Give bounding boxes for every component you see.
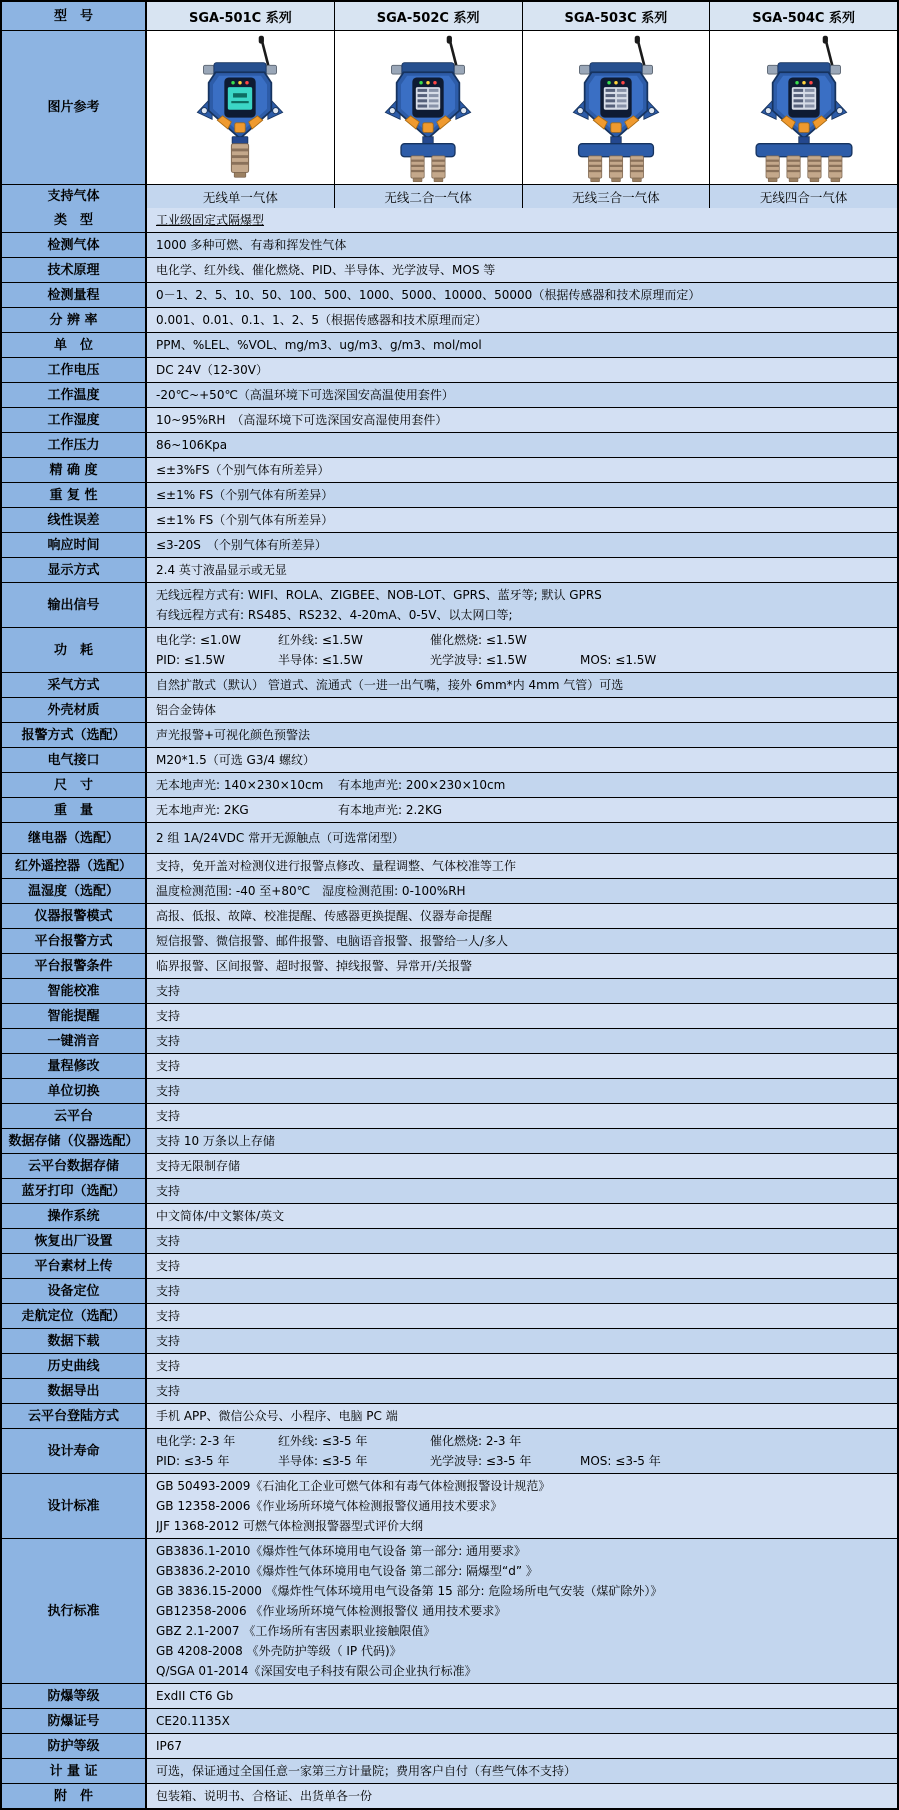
image-row bbox=[2, 30, 897, 184]
spec-row-label: 工作压力 bbox=[2, 433, 147, 457]
spec-row-value bbox=[147, 1539, 897, 1683]
spec-row bbox=[2, 978, 897, 1003]
spec-row bbox=[2, 797, 897, 822]
spec-value-line: GB12358-2006 《作业场所环境气体检测报警仪 通用技术要求》 bbox=[156, 1603, 507, 1618]
spec-row-label: 设备定位 bbox=[2, 1279, 147, 1303]
spec-row-label: 设计标准 bbox=[2, 1474, 147, 1538]
spec-row bbox=[2, 1683, 897, 1708]
spec-row-label: 平台报警方式 bbox=[2, 929, 147, 953]
spec-row-label: 工作电压 bbox=[2, 358, 147, 382]
spec-value-line: 支持 bbox=[156, 983, 181, 998]
spec-row bbox=[2, 1403, 897, 1428]
spec-row-label: 执行标准 bbox=[2, 1539, 147, 1683]
spec-row bbox=[2, 672, 897, 697]
spec-value-line: Q/SGA 01-2014《深国安电子科技有限公司企业执行标准》 bbox=[156, 1663, 477, 1678]
spec-row-value bbox=[147, 1429, 897, 1473]
spec-row bbox=[2, 1153, 897, 1178]
spec-row-value bbox=[147, 1004, 897, 1028]
model-header-3: SGA-503C 系列 bbox=[523, 2, 711, 30]
spec-row bbox=[2, 482, 897, 507]
spec-row-label: 继电器（选配） bbox=[2, 823, 147, 853]
spec-row bbox=[2, 1708, 897, 1733]
spec-row bbox=[2, 257, 897, 282]
spec-value-segment: 光学波导: ≤1.5W bbox=[430, 652, 527, 667]
spec-row bbox=[2, 878, 897, 903]
spec-value-line: 支持 bbox=[156, 1108, 181, 1123]
spec-row-label: 设计寿命 bbox=[2, 1429, 147, 1473]
spec-row-label: 数据存储（仪器选配） bbox=[2, 1129, 147, 1153]
spec-row bbox=[2, 1128, 897, 1153]
spec-row bbox=[2, 457, 897, 482]
spec-row-label: 尺 寸 bbox=[2, 773, 147, 797]
spec-row-label: 防爆证号 bbox=[2, 1709, 147, 1733]
spec-value-segment: 电化学: 2-3 年 bbox=[156, 1433, 236, 1448]
product-image-sga-501c bbox=[147, 31, 335, 184]
spec-value-line: 手机 APP、微信公众号、小程序、电脑 PC 端 bbox=[156, 1408, 398, 1423]
spec-row-label: 恢复出厂设置 bbox=[2, 1229, 147, 1253]
spec-row-value bbox=[147, 954, 897, 978]
spec-value-line bbox=[156, 800, 888, 820]
spec-row-value bbox=[147, 1474, 897, 1538]
spec-value-line: GB 50493-2009《石油化工企业可燃气体和有毒气体检测报警设计规范》 bbox=[156, 1478, 551, 1493]
spec-row-label: 数据下载 bbox=[2, 1329, 147, 1353]
spec-row-value bbox=[147, 408, 897, 432]
spec-value-line: ≤3-20S （个别气体有所差异） bbox=[156, 537, 327, 552]
spec-row-label: 重 量 bbox=[2, 798, 147, 822]
product-image-sga-504c bbox=[710, 31, 897, 184]
spec-row-value bbox=[147, 258, 897, 282]
spec-value-line: 支持，免开盖对检测仪进行报警点修改、量程调整、气体校准等工作 bbox=[156, 858, 517, 873]
spec-row-label: 单位切换 bbox=[2, 1079, 147, 1103]
spec-row bbox=[2, 1733, 897, 1758]
spec-row bbox=[2, 1428, 897, 1473]
spec-row bbox=[2, 532, 897, 557]
spec-row-label: 操作系统 bbox=[2, 1204, 147, 1228]
spec-rows-container bbox=[2, 208, 897, 1808]
spec-row-value bbox=[147, 1079, 897, 1103]
spec-value-line: ≤±1% FS（个别气体有所差异） bbox=[156, 487, 334, 502]
model-header-cells bbox=[147, 2, 897, 30]
spec-row-label: 防爆等级 bbox=[2, 1684, 147, 1708]
spec-value-line bbox=[156, 1431, 888, 1451]
spec-row-value bbox=[147, 698, 897, 722]
spec-row-label: 工作湿度 bbox=[2, 408, 147, 432]
spec-value-line bbox=[156, 630, 888, 650]
spec-row-value bbox=[147, 333, 897, 357]
spec-row-value bbox=[147, 458, 897, 482]
spec-value-segment: 有本地声光: 2.2KG bbox=[338, 802, 443, 817]
spec-row-value bbox=[147, 283, 897, 307]
spec-row-value bbox=[147, 1784, 897, 1808]
spec-row-label: 电气接口 bbox=[2, 748, 147, 772]
spec-row-value bbox=[147, 929, 897, 953]
spec-row-label: 类 型 bbox=[2, 208, 147, 232]
spec-row bbox=[2, 1328, 897, 1353]
spec-value-segment: 半导体: ≤1.5W bbox=[278, 652, 363, 667]
spec-value-line: 短信报警、微信报警、邮件报警、电脑语音报警、报警给一人/多人 bbox=[156, 933, 509, 948]
spec-value-segment: 半导体: ≤3-5 年 bbox=[278, 1453, 368, 1468]
gas-row-label: 支持气体 bbox=[2, 185, 147, 208]
spec-row bbox=[2, 1353, 897, 1378]
spec-value-line: 支持 bbox=[156, 1233, 181, 1248]
spec-row-label: 功 耗 bbox=[2, 628, 147, 672]
spec-value-segment: 有本地声光: 200×230×10cm bbox=[338, 777, 506, 792]
spec-row bbox=[2, 357, 897, 382]
spec-row bbox=[2, 1303, 897, 1328]
model-header-1: SGA-501C 系列 bbox=[147, 2, 335, 30]
spec-row bbox=[2, 853, 897, 878]
spec-row-label: 平台报警条件 bbox=[2, 954, 147, 978]
spec-value-line: 0－1、2、5、10、50、100、500、1000、5000、10000、50000（根据传感器和技术原理而定） bbox=[156, 287, 701, 302]
spec-row-value bbox=[147, 533, 897, 557]
spec-row-value bbox=[147, 1154, 897, 1178]
spec-value-line: 可选，保证通过全国任意一家第三方计量院；费用客户自付（有些气体不支持） bbox=[156, 1763, 577, 1778]
spec-value-segment: 光学波导: ≤3-5 年 bbox=[430, 1453, 532, 1468]
spec-row-value bbox=[147, 1054, 897, 1078]
spec-value-line: 2 组 1A/24VDC 常开无源触点（可选常闭型） bbox=[156, 830, 405, 845]
spec-value-line: GB 4208-2008 《外壳防护等级（ IP 代码)》 bbox=[156, 1643, 402, 1658]
spec-row-label: 计 量 证 bbox=[2, 1759, 147, 1783]
spec-row-label: 响应时间 bbox=[2, 533, 147, 557]
spec-row-value bbox=[147, 1279, 897, 1303]
spec-row bbox=[2, 432, 897, 457]
spec-value-line: 支持 bbox=[156, 1283, 181, 1298]
spec-row-value bbox=[147, 1104, 897, 1128]
spec-value-segment: 催化燃烧: ≤1.5W bbox=[430, 632, 527, 647]
gas-support-4: 无线四合一气体 bbox=[710, 185, 897, 208]
spec-value-line: 支持 10 万条以上存储 bbox=[156, 1133, 275, 1148]
gas-row bbox=[2, 184, 897, 208]
spec-row-value bbox=[147, 979, 897, 1003]
spec-value-segment: 催化燃烧: 2-3 年 bbox=[430, 1433, 522, 1448]
spec-row-value bbox=[147, 1179, 897, 1203]
spec-row-label: 历史曲线 bbox=[2, 1354, 147, 1378]
product-image-cells bbox=[147, 31, 897, 184]
spec-row-label: 平台素材上传 bbox=[2, 1254, 147, 1278]
spec-value-line: 2.4 英寸液晶显示或无显 bbox=[156, 562, 287, 577]
spec-row-label: 云平台 bbox=[2, 1104, 147, 1128]
spec-value-line: 声光报警+可视化颜色预警法 bbox=[156, 727, 311, 742]
spec-row-label: 仪器报警模式 bbox=[2, 904, 147, 928]
spec-row-label: 红外遥控器（选配） bbox=[2, 854, 147, 878]
spec-row bbox=[2, 1473, 897, 1538]
spec-row-label: 走航定位（选配） bbox=[2, 1304, 147, 1328]
spec-row bbox=[2, 1783, 897, 1808]
spec-value-line: IP67 bbox=[156, 1738, 183, 1753]
spec-row-value bbox=[147, 723, 897, 747]
spec-value-line: 10~95%RH （高湿环境下可选深国安高湿使用套件） bbox=[156, 412, 448, 427]
spec-row-label: 数据导出 bbox=[2, 1379, 147, 1403]
gas-support-2: 无线二合一气体 bbox=[335, 185, 523, 208]
spec-value-line: DC 24V（12-30V） bbox=[156, 362, 268, 377]
spec-row-label: 一键消音 bbox=[2, 1029, 147, 1053]
spec-row-value bbox=[147, 558, 897, 582]
spec-row-value bbox=[147, 823, 897, 853]
spec-value-line: GB 12358-2006《作业场所环境气体检测报警仪通用技术要求》 bbox=[156, 1498, 503, 1513]
spec-row-label: 输出信号 bbox=[2, 583, 147, 627]
spec-row-value bbox=[147, 673, 897, 697]
spec-row-label: 检测气体 bbox=[2, 233, 147, 257]
spec-value-line: 中文简体/中文繁体/英文 bbox=[156, 1208, 285, 1223]
spec-value-line: 支持 bbox=[156, 1308, 181, 1323]
spec-value-line: 工业级固定式隔爆型 bbox=[156, 212, 265, 227]
spec-row-value bbox=[147, 1734, 897, 1758]
spec-row bbox=[2, 332, 897, 357]
spec-row-value bbox=[147, 798, 897, 822]
spec-row bbox=[2, 1178, 897, 1203]
spec-row bbox=[2, 507, 897, 532]
spec-row-value bbox=[147, 383, 897, 407]
gas-support-1: 无线单一气体 bbox=[147, 185, 335, 208]
product-image-sga-502c bbox=[335, 31, 523, 184]
spec-value-line: 0.001、0.01、0.1、1、2、5（根据传感器和技术原理而定） bbox=[156, 312, 488, 327]
spec-row-value bbox=[147, 508, 897, 532]
spec-row-label: 技术原理 bbox=[2, 258, 147, 282]
spec-row-value bbox=[147, 1404, 897, 1428]
spec-row-value bbox=[147, 748, 897, 772]
spec-value-segment: PID: ≤1.5W bbox=[156, 652, 225, 667]
spec-value-line: 支持无限制存储 bbox=[156, 1158, 241, 1173]
spec-row bbox=[2, 582, 897, 627]
spec-value-line: 支持 bbox=[156, 1083, 181, 1098]
spec-row bbox=[2, 903, 897, 928]
spec-row-value bbox=[147, 1354, 897, 1378]
spec-row-value bbox=[147, 1204, 897, 1228]
spec-row-value bbox=[147, 233, 897, 257]
spec-row-value bbox=[147, 308, 897, 332]
spec-value-line: 支持 bbox=[156, 1183, 181, 1198]
spec-row-label: 单 位 bbox=[2, 333, 147, 357]
spec-row-label: 温湿度（选配） bbox=[2, 879, 147, 903]
spec-value-line: ≤±3%FS（个别气体有所差异） bbox=[156, 462, 330, 477]
gas-support-3: 无线三合一气体 bbox=[523, 185, 711, 208]
spec-row-label: 防护等级 bbox=[2, 1734, 147, 1758]
spec-row bbox=[2, 1203, 897, 1228]
spec-value-line: GBZ 2.1-2007 《工作场所有害因素职业接触限值》 bbox=[156, 1623, 436, 1638]
spec-value-line: 支持 bbox=[156, 1333, 181, 1348]
spec-row-label: 附 件 bbox=[2, 1784, 147, 1808]
spec-row-label: 线性误差 bbox=[2, 508, 147, 532]
spec-row bbox=[2, 557, 897, 582]
spec-row-value bbox=[147, 1254, 897, 1278]
spec-value-line: 电化学、红外线、催化燃烧、PID、半导体、光学波导、MOS 等 bbox=[156, 262, 496, 277]
spec-row-label: 分 辨 率 bbox=[2, 308, 147, 332]
spec-value-segment: 无本地声光: 140×230×10cm bbox=[156, 777, 324, 792]
spec-value-segment: 无本地声光: 2KG bbox=[156, 802, 249, 817]
spec-row-value bbox=[147, 904, 897, 928]
spec-row-label: 外壳材质 bbox=[2, 698, 147, 722]
spec-row-value bbox=[147, 1029, 897, 1053]
spec-row-value bbox=[147, 583, 897, 627]
spec-value-line bbox=[156, 650, 888, 670]
spec-row-label: 智能校准 bbox=[2, 979, 147, 1003]
spec-row-label: 重 复 性 bbox=[2, 483, 147, 507]
spec-row-value bbox=[147, 1379, 897, 1403]
spec-value-segment: 红外线: ≤1.5W bbox=[278, 632, 363, 647]
spec-value-line: PPM、%LEL、%VOL、mg/m3、ug/m3、g/m3、mol/mol bbox=[156, 337, 482, 352]
spec-row-label: 工作温度 bbox=[2, 383, 147, 407]
spec-row-label: 显示方式 bbox=[2, 558, 147, 582]
spec-value-line bbox=[156, 775, 888, 795]
spec-value-segment: PID: ≤3-5 年 bbox=[156, 1453, 230, 1468]
spec-row-value bbox=[147, 483, 897, 507]
spec-row bbox=[2, 822, 897, 853]
spec-value-line: 支持 bbox=[156, 1033, 181, 1048]
spec-value-line: 支持 bbox=[156, 1358, 181, 1373]
model-header-row bbox=[2, 2, 897, 30]
spec-value-line: 支持 bbox=[156, 1383, 181, 1398]
spec-value-line: 86~106Kpa bbox=[156, 437, 228, 452]
spec-row bbox=[2, 382, 897, 407]
spec-value-segment: 电化学: ≤1.0W bbox=[156, 632, 241, 647]
spec-row-value bbox=[147, 1759, 897, 1783]
spec-row-label: 精 确 度 bbox=[2, 458, 147, 482]
spec-value-line: GB 3836.15-2000 《爆炸性气体环境用电气设备第 15 部分: 危险场所电气安装（煤矿除外）》 bbox=[156, 1583, 663, 1598]
spec-value-segment: MOS: ≤1.5W bbox=[580, 652, 657, 667]
spec-row-label: 蓝牙打印（选配） bbox=[2, 1179, 147, 1203]
spec-row bbox=[2, 1053, 897, 1078]
spec-row bbox=[2, 1378, 897, 1403]
spec-value-line: -20℃~+50℃（高温环境下可选深国安高温使用套件） bbox=[156, 387, 454, 402]
spec-row-value bbox=[147, 1229, 897, 1253]
spec-row-value bbox=[147, 358, 897, 382]
spec-value-line: GB3836.2-2010《爆炸性气体环境用电气设备 第二部分: 隔爆型“d” 》 bbox=[156, 1563, 538, 1578]
spec-row bbox=[2, 1103, 897, 1128]
spec-value-line: 支持 bbox=[156, 1258, 181, 1273]
spec-row bbox=[2, 1538, 897, 1683]
spec-row-value bbox=[147, 773, 897, 797]
model-header-4: SGA-504C 系列 bbox=[710, 2, 897, 30]
spec-value-line: 温度检测范围: -40 至+80℃ 湿度检测范围: 0-100%RH bbox=[156, 883, 466, 898]
spec-value-segment: MOS: ≤3-5 年 bbox=[580, 1453, 661, 1468]
spec-row bbox=[2, 1278, 897, 1303]
product-image-sga-503c bbox=[523, 31, 711, 184]
spec-row bbox=[2, 1253, 897, 1278]
spec-row bbox=[2, 722, 897, 747]
spec-value-line: ExdII CT6 Gb bbox=[156, 1688, 234, 1703]
spec-value-line: M20*1.5（可选 G3/4 螺纹） bbox=[156, 752, 315, 767]
spec-row bbox=[2, 1028, 897, 1053]
spec-row bbox=[2, 1078, 897, 1103]
spec-row-value bbox=[147, 1129, 897, 1153]
spec-row bbox=[2, 307, 897, 332]
spec-row-label: 智能提醒 bbox=[2, 1004, 147, 1028]
spec-row-value bbox=[147, 1709, 897, 1733]
spec-row bbox=[2, 747, 897, 772]
spec-row-label: 云平台数据存储 bbox=[2, 1154, 147, 1178]
spec-row-value bbox=[147, 1329, 897, 1353]
spec-value-segment: 红外线: ≤3-5 年 bbox=[278, 1433, 368, 1448]
spec-row bbox=[2, 953, 897, 978]
spec-value-line: 无线远程方式有: WIFI、ROLA、ZIGBEE、NOB-LOT、GPRS、蓝牙等; 默认 GPRS bbox=[156, 587, 602, 602]
spec-row bbox=[2, 1003, 897, 1028]
spec-row bbox=[2, 208, 897, 232]
spec-row bbox=[2, 928, 897, 953]
spec-row bbox=[2, 1228, 897, 1253]
spec-value-line: JJF 1368-2012 可燃气体检测报警器型式评价大纲 bbox=[156, 1518, 424, 1533]
image-row-label: 图片参考 bbox=[2, 31, 147, 184]
spec-value-line: GB3836.1-2010《爆炸性气体环境用电气设备 第一部分: 通用要求》 bbox=[156, 1543, 527, 1558]
spec-row bbox=[2, 232, 897, 257]
spec-row-value bbox=[147, 1684, 897, 1708]
spec-value-line: 有线远程方式有: RS485、RS232、4-20mA、0-5V、以太网口等; bbox=[156, 607, 513, 622]
spec-row-value bbox=[147, 1304, 897, 1328]
spec-row-label: 采气方式 bbox=[2, 673, 147, 697]
spec-row bbox=[2, 697, 897, 722]
gas-row-cells bbox=[147, 185, 897, 208]
spec-value-line: 支持 bbox=[156, 1058, 181, 1073]
spec-value-line bbox=[156, 1451, 888, 1471]
spec-row-value bbox=[147, 628, 897, 672]
spec-value-line: 包装箱、说明书、合格证、出货单各一份 bbox=[156, 1788, 373, 1803]
spec-row bbox=[2, 1758, 897, 1783]
spec-row-label: 量程修改 bbox=[2, 1054, 147, 1078]
spec-value-line: 高报、低报、故障、校准提醒、传感器更换提醒、仪器寿命提醒 bbox=[156, 908, 493, 923]
spec-value-line: 临界报警、区间报警、超时报警、掉线报警、异常开/关报警 bbox=[156, 958, 473, 973]
spec-row-value bbox=[147, 433, 897, 457]
model-header-label: 型 号 bbox=[2, 2, 147, 30]
model-header-2: SGA-502C 系列 bbox=[335, 2, 523, 30]
spec-row-label: 检测量程 bbox=[2, 283, 147, 307]
spec-value-line: 1000 多种可燃、有毒和挥发性气体 bbox=[156, 237, 347, 252]
spec-value-line: 自然扩散式（默认） 管道式、流通式（一进一出气嘴，接外 6mm*内 4mm 气管）可选 bbox=[156, 677, 624, 692]
spec-value-line: 支持 bbox=[156, 1008, 181, 1023]
spec-row bbox=[2, 627, 897, 672]
spec-row-label: 报警方式（选配） bbox=[2, 723, 147, 747]
spec-row-value bbox=[147, 208, 897, 232]
spec-row-label: 云平台登陆方式 bbox=[2, 1404, 147, 1428]
spec-row bbox=[2, 407, 897, 432]
spec-value-line: ≤±1% FS（个别气体有所差异） bbox=[156, 512, 334, 527]
spec-row-value bbox=[147, 879, 897, 903]
spec-value-line: 铝合金铸体 bbox=[156, 702, 217, 717]
spec-value-line: CE20.1135X bbox=[156, 1713, 230, 1728]
spec-row-value bbox=[147, 854, 897, 878]
spec-row bbox=[2, 282, 897, 307]
spec-row bbox=[2, 772, 897, 797]
